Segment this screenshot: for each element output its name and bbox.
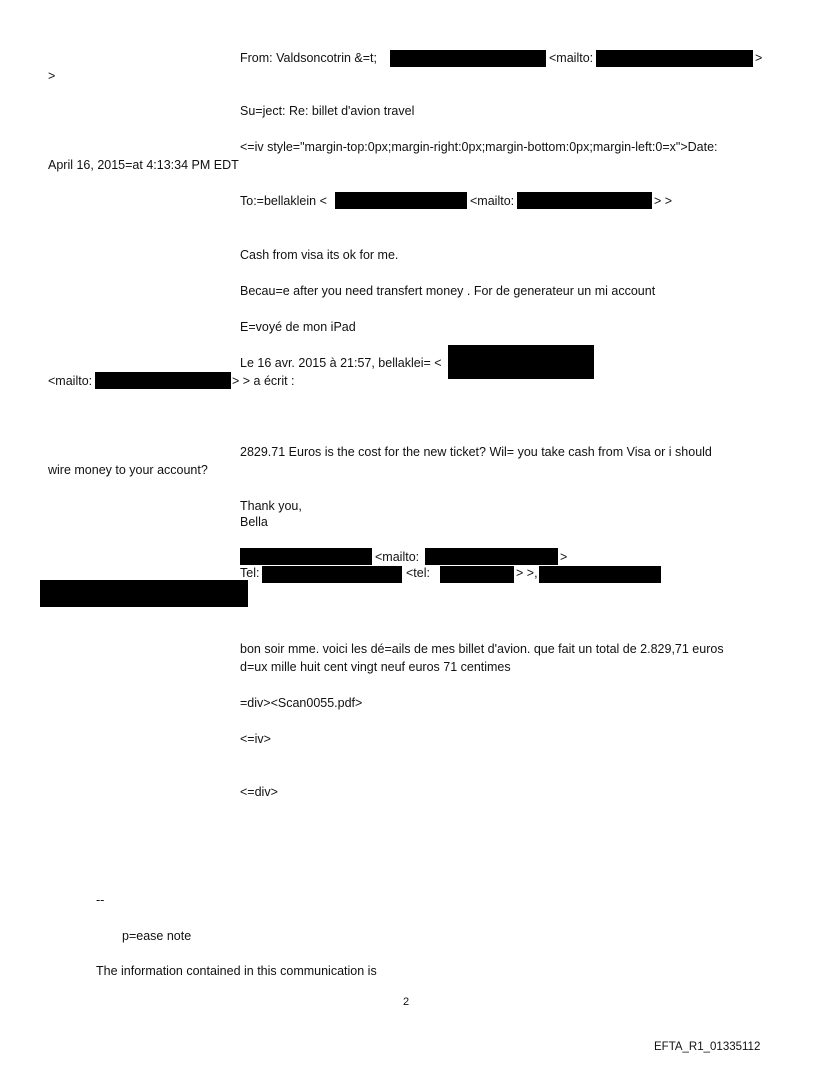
- thanks-line: Thank you,: [240, 499, 302, 513]
- div-close-2: <=div>: [240, 785, 278, 799]
- tel-link: <tel:: [406, 566, 430, 580]
- info-line: The information contained in this communication is: [96, 964, 377, 978]
- bates-number: EFTA_R1_01335112: [654, 1041, 761, 1053]
- div-close-1: <=iv>: [240, 732, 271, 746]
- redaction-bar: [240, 548, 372, 565]
- redaction-bar: [440, 566, 514, 583]
- from-wrap: >: [48, 69, 56, 83]
- please-note: p=ease note: [122, 929, 192, 943]
- from-label: From: Valdsoncotrin &=t;: [240, 51, 377, 65]
- orig-line-1: bon soir mme. voici les dé=ails de mes billet d'avion. que fait un total de 2.829,71 euros: [240, 642, 724, 656]
- redaction-bar: [425, 548, 558, 565]
- sig-mailto: <mailto:: [375, 550, 420, 564]
- to-close: > >: [654, 194, 673, 208]
- redaction-bar: [40, 580, 248, 607]
- orig-line-2: d=ux mille huit cent vingt neuf euros 71 centimes: [240, 660, 511, 674]
- redaction-bar: [95, 372, 231, 389]
- redaction-bar: [596, 50, 753, 67]
- quote-wrote: > > a écrit :: [232, 374, 295, 388]
- to-label: To:=bellaklein <: [240, 194, 327, 208]
- from-mailto-close: >: [755, 51, 763, 65]
- body-sent-from: E=voyé de mon iPad: [240, 320, 356, 334]
- redaction-bar: [517, 192, 652, 209]
- subject-line: Su=ject: Re: billet d'avion travel: [240, 104, 415, 118]
- date-line-2: April 16, 2015=at 4:13:34 PM EDT: [48, 158, 239, 172]
- date-line-1: <=iv style="margin-top:0px;margin-right:0px;margin-bottom:0px;margin-left:0=x">Date:: [240, 140, 718, 154]
- redaction-bar: [390, 50, 546, 67]
- page-number: 2: [403, 996, 410, 1008]
- tel-label: Tel:: [240, 566, 260, 580]
- quote-header: Le 16 avr. 2015 à 21:57, bellaklei= <: [240, 356, 442, 370]
- redaction-bar: [539, 566, 661, 583]
- redaction-bar: [448, 345, 594, 379]
- body-cash: Cash from visa its ok for me.: [240, 248, 399, 262]
- sig-mailto-close: >: [560, 550, 568, 564]
- redaction-bar: [335, 192, 467, 209]
- tel-close: > >,: [516, 566, 538, 580]
- bella-line-1: 2829.71 Euros is the cost for the new ticket? Wil= you take cash from Visa or i should: [240, 445, 712, 459]
- quote-mailto: <mailto:: [48, 374, 93, 388]
- separator: --: [96, 893, 105, 907]
- from-mailto: <mailto:: [549, 51, 594, 65]
- signature-name: Bella: [240, 515, 268, 529]
- to-mailto: <mailto:: [470, 194, 515, 208]
- bella-line-2: wire money to your account?: [48, 463, 208, 477]
- redaction-bar: [262, 566, 402, 583]
- attachment-line: =div><Scan0055.pdf>: [240, 696, 363, 710]
- body-because: Becau=e after you need transfert money . For de generateur un mi account: [240, 284, 656, 298]
